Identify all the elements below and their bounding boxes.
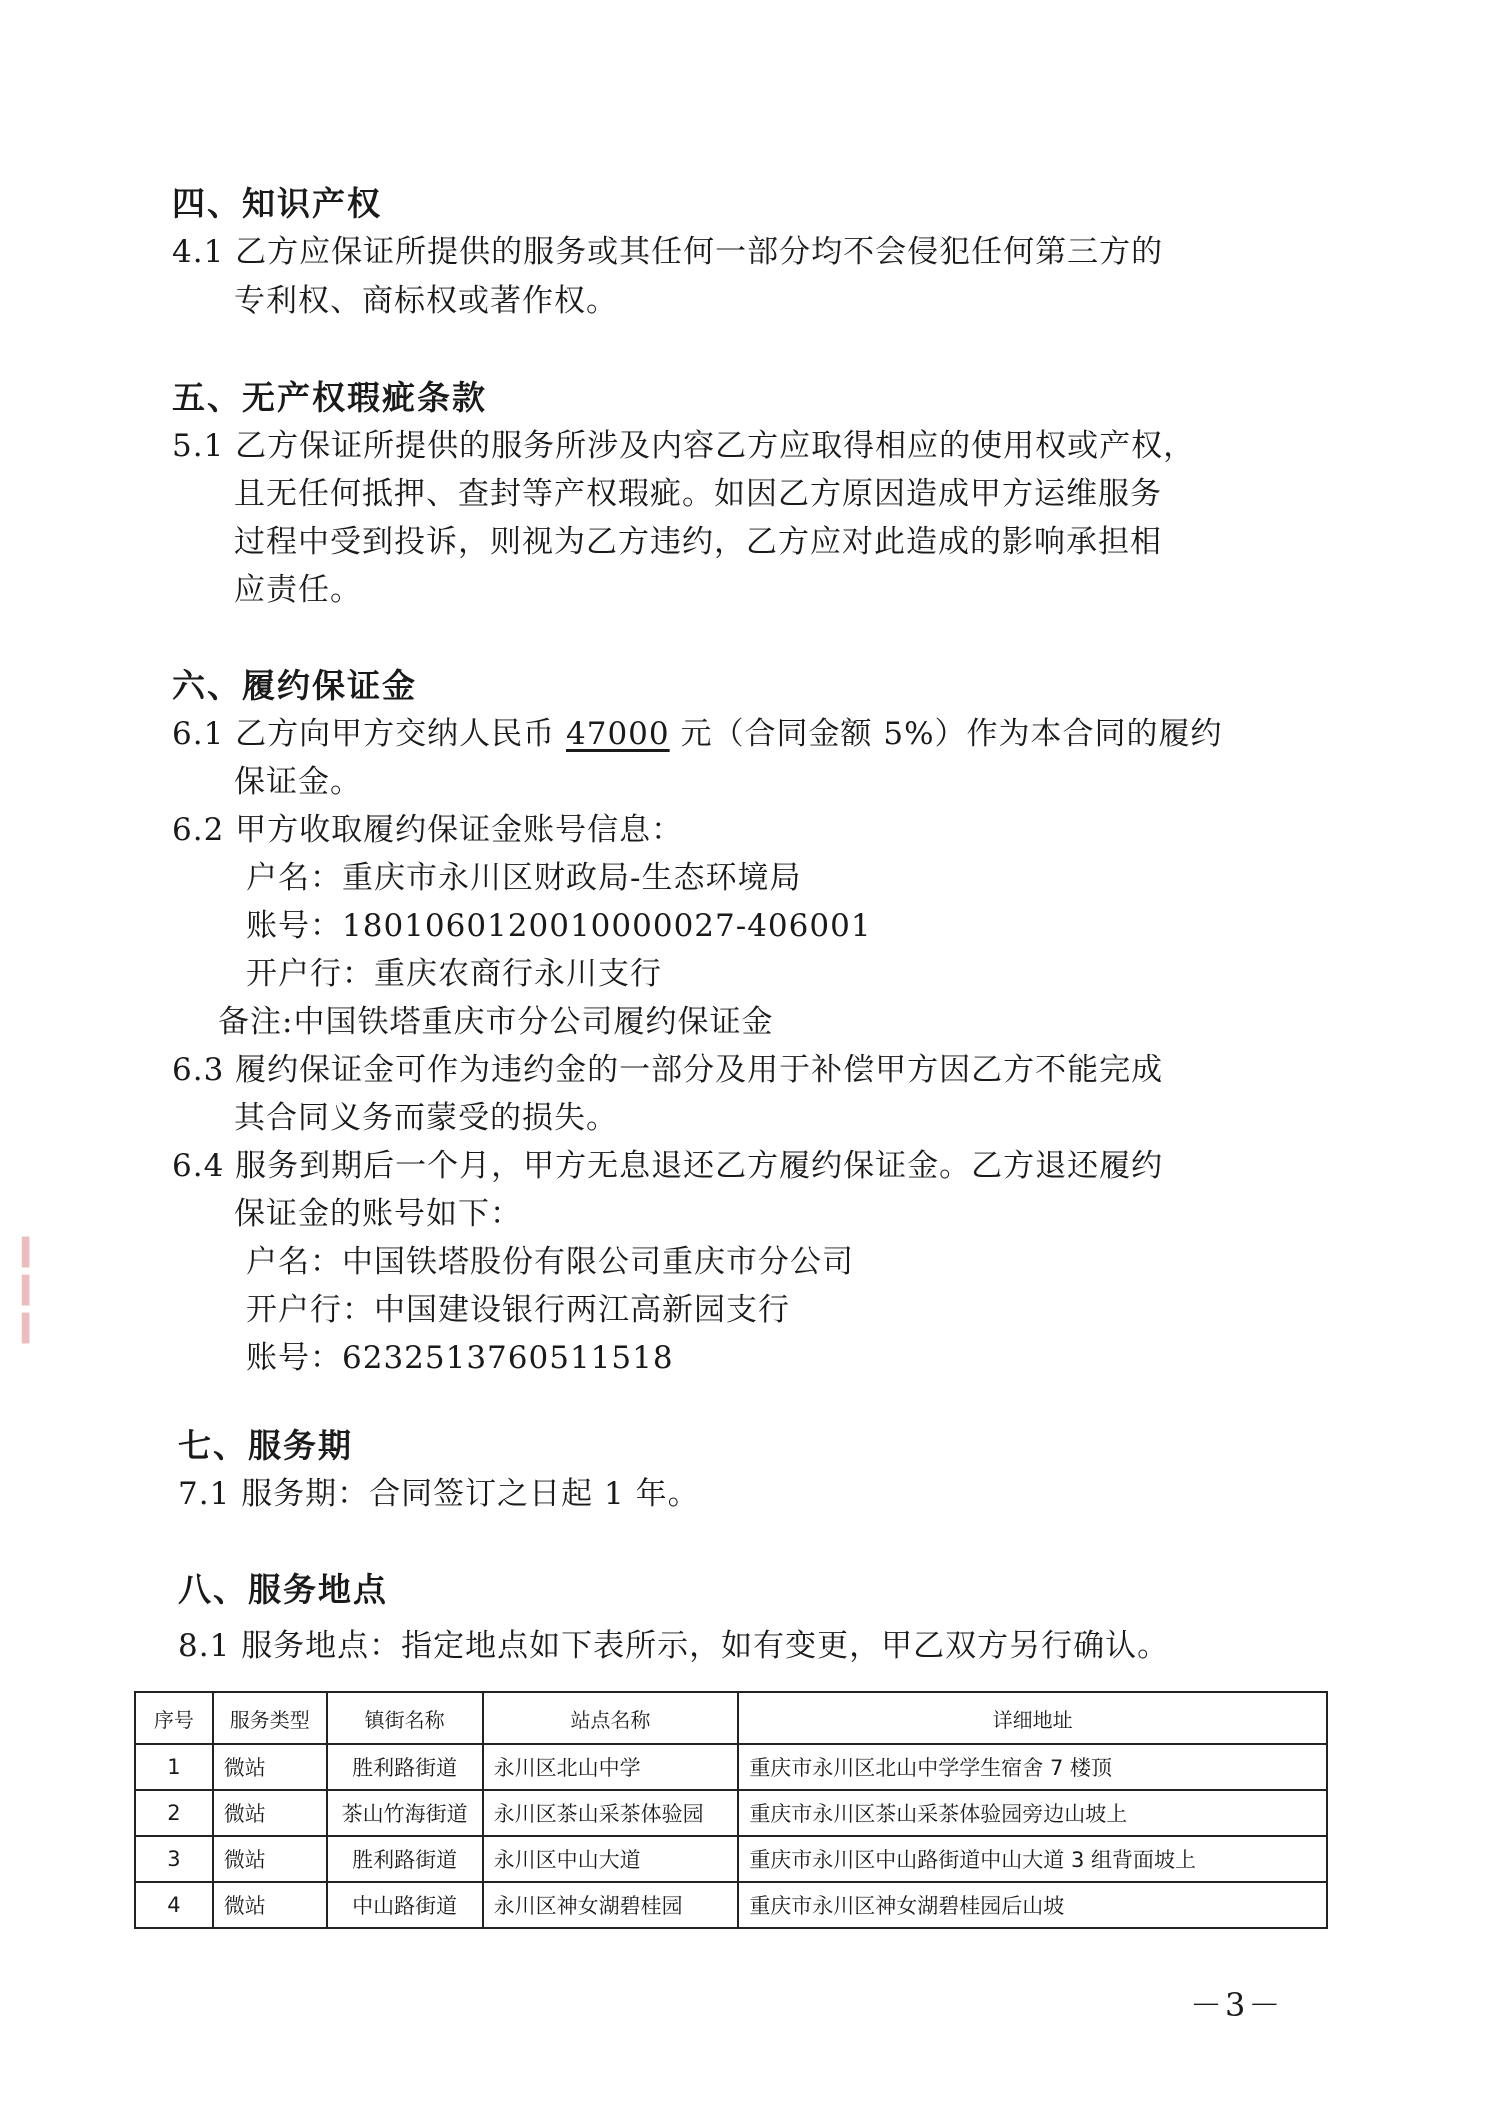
clause-6-2-account-name: 户名：重庆市永川区财政局-生态环境局 <box>246 860 802 896</box>
clause-6-3-line2: 其合同义务而蒙受的损失。 <box>234 1100 618 1136</box>
clause-6-1-line2: 保证金。 <box>234 764 362 800</box>
header-address: 详细地址 <box>738 1692 1327 1744</box>
service-location-table <box>134 1691 1328 1929</box>
cell-index: 2 <box>135 1790 213 1836</box>
header-index: 序号 <box>135 1692 213 1744</box>
cell-site-name: 永川区神女湖碧桂园 <box>483 1882 739 1928</box>
section-5-title: 五、无产权瑕疵条款 <box>172 378 487 417</box>
clause-6-4-line2: 保证金的账号如下： <box>234 1196 522 1232</box>
clause-6-4-bank: 开户行：中国建设银行两江高新园支行 <box>246 1292 790 1328</box>
cell-site-name: 永川区中山大道 <box>483 1836 739 1882</box>
cell-site-name: 永川区茶山采茶体验园 <box>483 1790 739 1836</box>
clause-6-2-account-number: 账号：1801060120010000027-406001 <box>246 908 872 944</box>
cell-street: 胜利路街道 <box>327 1744 483 1790</box>
clause-5-1-line3: 过程中受到投诉，则视为乙方违约，乙方应对此造成的影响承担相 <box>234 524 1162 560</box>
cell-index: 1 <box>135 1744 213 1790</box>
cell-address: 重庆市永川区神女湖碧桂园后山坡 <box>738 1882 1327 1928</box>
clause-8-1: 8.1 服务地点：指定地点如下表所示，如有变更，甲乙双方另行确认。 <box>178 1628 1170 1664</box>
cell-index: 3 <box>135 1836 213 1882</box>
clause-4-1-line2: 专利权、商标权或著作权。 <box>234 283 618 319</box>
table-row <box>135 1836 1327 1882</box>
cell-service-type: 微站 <box>213 1882 327 1928</box>
cell-street: 茶山竹海街道 <box>327 1790 483 1836</box>
clause-6-3-line1: 6.3 履约保证金可作为违约金的一部分及用于补偿甲方因乙方不能完成 <box>172 1052 1164 1088</box>
cell-site-name: 永川区北山中学 <box>483 1744 739 1790</box>
table-header-row <box>135 1692 1327 1744</box>
header-street: 镇街名称 <box>327 1692 483 1744</box>
deposit-amount: 47000 <box>566 716 670 752</box>
cell-service-type: 微站 <box>213 1744 327 1790</box>
cell-address: 重庆市永川区茶山采茶体验园旁边山坡上 <box>738 1790 1327 1836</box>
section-8-title: 八、服务地点 <box>178 1570 388 1609</box>
clause-6-2-bank: 开户行：重庆农商行永川支行 <box>246 956 662 992</box>
clause-5-1-line4: 应责任。 <box>234 572 362 608</box>
cell-address: 重庆市永川区北山中学学生宿舍 7 楼顶 <box>738 1744 1327 1790</box>
clause-7-1: 7.1 服务期：合同签订之日起 1 年。 <box>178 1476 700 1512</box>
clause-6-4-account-name: 户名：中国铁塔股份有限公司重庆市分公司 <box>246 1244 854 1280</box>
table-row <box>135 1790 1327 1836</box>
clause-4-1-line1: 4.1 乙方应保证所提供的服务或其任何一部分均不会侵犯任何第三方的 <box>172 234 1164 270</box>
cell-street: 胜利路街道 <box>327 1836 483 1882</box>
header-service-type: 服务类型 <box>213 1692 327 1744</box>
section-4-title: 四、知识产权 <box>172 184 382 223</box>
clause-5-1-line2: 且无任何抵押、查封等产权瑕疵。如因乙方原因造成甲方运维服务 <box>234 476 1162 512</box>
clause-6-2: 6.2 甲方收取履约保证金账号信息： <box>172 812 684 848</box>
section-6-title: 六、履约保证金 <box>172 666 417 705</box>
clause-6-4-account-number: 账号：6232513760511518 <box>246 1340 674 1376</box>
clause-5-1-line1: 5.1 乙方保证所提供的服务所涉及内容乙方应取得相应的使用权或产权， <box>172 428 1196 464</box>
section-7-title: 七、服务期 <box>178 1426 353 1465</box>
cell-service-type: 微站 <box>213 1790 327 1836</box>
cell-index: 4 <box>135 1882 213 1928</box>
clause-6-1-prefix: 6.1 乙方向甲方交纳人民币 <box>172 716 567 752</box>
clause-6-4-line1: 6.4 服务到期后一个月，甲方无息退还乙方履约保证金。乙方退还履约 <box>172 1148 1164 1184</box>
clause-6-1-suffix: 元（合同金额 5%）作为本合同的履约 <box>669 716 1223 752</box>
cell-street: 中山路街道 <box>327 1882 483 1928</box>
table-row <box>135 1882 1327 1928</box>
header-site-name: 站点名称 <box>483 1692 739 1744</box>
clause-6-2-note: 备注:中国铁塔重庆市分公司履约保证金 <box>218 1004 774 1040</box>
page-number: －3－ <box>1190 1986 1284 2024</box>
cell-service-type: 微站 <box>213 1836 327 1882</box>
table-row <box>135 1744 1327 1790</box>
seal-stamp-fragment: ▍ ▍ ▍ <box>22 1238 42 1344</box>
cell-address: 重庆市永川区中山路街道中山大道 3 组背面坡上 <box>738 1836 1327 1882</box>
clause-6-1-line1 <box>172 714 1223 754</box>
